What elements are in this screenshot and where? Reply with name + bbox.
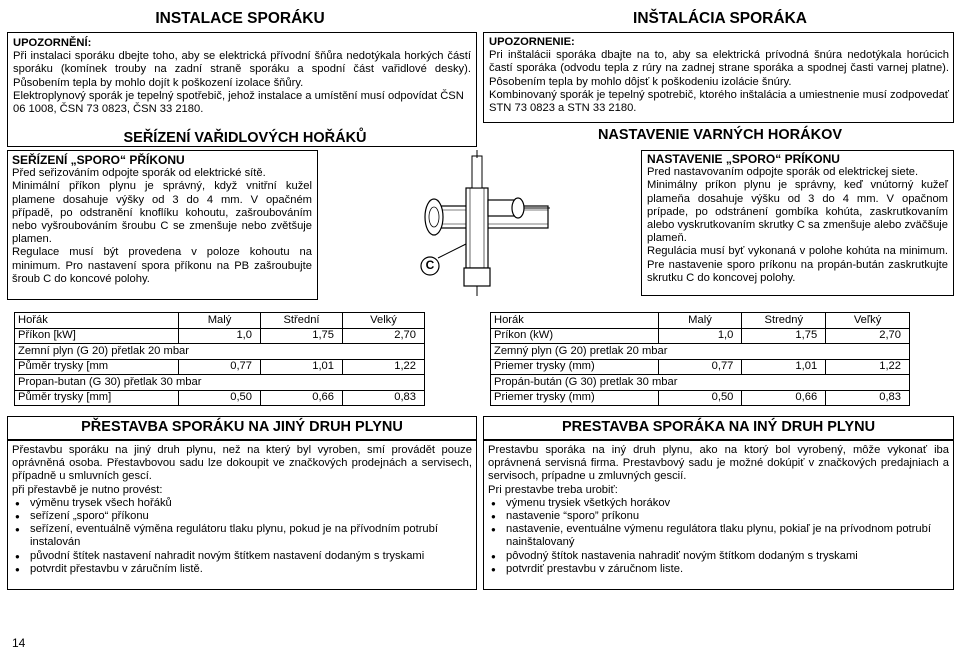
table-cell: Stredný [742, 313, 826, 329]
cz-spore-line-2: Minimální příkon plynu je správný, když vnitřní kužel plamene dosahuje výšky od 3 do 4 mm. V opačném případě, po odstranění knoflíku kohoutu, zašroubováním nebo vyšroubováním šroubu C se zmenšuje nebo zvětšuje plamen. [12, 180, 312, 246]
table-row [15, 390, 425, 406]
list-item: ● původní štítek nastavení nahradit novým štítkem nastavení dodaným s tryskami [30, 550, 472, 563]
sk-spore-line-3: Regulácia musí byť vykonaná v polohe kohúta na minimum. Pre nastavenie sporo príkonu na propán-bután zaskrutkujte skrutku C do koncovej polohy. [647, 245, 948, 284]
table-cell: Zemní plyn (G 20) přetlak 20 mbar [15, 344, 425, 360]
table-cell: Veľký [826, 313, 910, 329]
list-item: ● nastavenie “sporo” príkonu [506, 510, 949, 523]
table-cell: 0,77 [658, 359, 742, 375]
sk-warning-p1: Pri inštalácii sporáka dbajte na to, aby sa elektrická prívodná šnúra nedotýkala horúcich častí sporáka (odvodu tepla z rúry na zadnej strane sporáka a spodnej časti varnej platne). Pôsobením tepla by mohlo dôjsť k poškodeniu izolácie šnúry. [489, 49, 949, 88]
list-item: ● výmenu trysiek všetkých horákov [506, 497, 949, 510]
sk-spore-text [647, 153, 948, 285]
cz-spore-text [12, 154, 312, 286]
cz-warning-p2: Elektroplynový sporák je tepelný spotřebič, jehož instalace a umístění musí odpovídat ČSN 06 1008, ČSN 73 0823, ČSN 33 2180. [13, 89, 464, 116]
table-cell: 1,01 [261, 359, 343, 375]
table-row [15, 375, 425, 391]
cz-conversion-p1: Přestavbu sporáku na jiný druh plynu, než na který byl vyroben, smí provádět pouze oprávněná osoba. Přestavbovou sadu lze dokoupit ve značkových prodejnách a servisech, případně u smluvních gescí. [12, 444, 472, 483]
cz-title: INSTALACE SPORÁKU [155, 10, 325, 27]
table-cell: 1,22 [826, 359, 910, 375]
table-cell: Půměr trysky [mm [15, 359, 179, 375]
table-row [491, 313, 910, 329]
table-row [491, 359, 910, 375]
table-cell: 2,70 [343, 328, 425, 344]
sk-spore-line-1: Pred nastavovaním odpojte sporák od elektrickej siete. [647, 166, 919, 179]
sk-spec-table [490, 312, 910, 406]
table-cell: 1,75 [261, 328, 343, 344]
list-item: ● výměnu trysek všech hořáků [30, 497, 472, 510]
sk-title: INŠTALÁCIA SPORÁKA [633, 10, 807, 27]
cz-spore-heading: SEŘÍZENÍ „SPORO“ PŘÍKONU [12, 153, 185, 167]
list-item: ● pôvodný štítok nastavenia nahradiť novým štítkom dodaným s tryskami [506, 550, 949, 563]
list-item: ● potvrdit přestavbu v záručním listě. [30, 563, 472, 576]
list-item: ● nastavenie, eventuálne výmenu regulátora tlaku plynu, pokiaľ je na prívodnom potrubí nainštalovaný [506, 523, 949, 549]
table-cell: Priemer trysky (mm) [491, 390, 659, 406]
table-row [491, 344, 910, 360]
table-cell: 1,0 [658, 328, 742, 344]
sk-burners-heading: NASTAVENIE VARNÝCH HORÁKOV [597, 127, 843, 143]
table-cell: 0,66 [742, 390, 826, 406]
list-item: ● seřízení „sporo“ příkonu [30, 510, 472, 523]
sk-warning-text [489, 36, 949, 115]
cz-conversion-list [12, 497, 472, 576]
table-row [491, 328, 910, 344]
table-cell: Příkon [kW] [15, 328, 179, 344]
table-cell: 0,66 [261, 390, 343, 406]
sk-conversion-list [488, 497, 949, 576]
cz-warning-p1: Při instalaci sporáku dbejte toho, aby se elektrická přívodní šňůra nedotýkala horkých částí sporáku (komínek trouby na zadní straně sporáku a spodní část vařidlové desky). Působením tepla by mohlo dojít k poškození izolace šňůry. [13, 50, 471, 89]
table-cell: Zemný plyn (G 20) pretlak 20 mbar [491, 344, 910, 360]
cz-conversion-heading: PŘESTAVBA SPORÁKU NA JINÝ DRUH PLYNU [81, 419, 403, 435]
table-row [491, 390, 910, 406]
table-cell: Propan-butan (G 30) přetlak 30 mbar [15, 375, 425, 391]
sk-spore-heading: NASTAVENIE „SPORO“ PRÍKONU [647, 152, 840, 166]
table-row [15, 328, 425, 344]
table-cell: Půměr trysky [mm] [15, 390, 179, 406]
burner-valve-figure [400, 148, 560, 298]
table-cell: Propán-bután (G 30) pretlak 30 mbar [491, 375, 910, 391]
cz-spore-line-1: Před seřizováním odpojte sporák od elektrické sítě. [12, 167, 266, 180]
cz-burners-heading: SEŘÍZENÍ VAŘIDLOVÝCH HOŘÁKŮ [123, 130, 367, 146]
cz-warning-heading: UPOZORNĚNÍ: [13, 37, 92, 49]
cz-warning-text [13, 37, 471, 116]
table-row [15, 344, 425, 360]
table-cell: Hořák [15, 313, 179, 329]
sk-conversion-text [488, 444, 949, 576]
table-cell: Malý [179, 313, 261, 329]
cz-spore-line-3: Regulace musí být provedena v poloze kohoutu na minimum. Pro nastavení spora příkonu na PB zašroubujte šroub C do koncové polohy. [12, 246, 312, 285]
table-cell: 1,0 [179, 328, 261, 344]
table-cell: Střední [261, 313, 343, 329]
sk-warning-p2: Kombinovaný sporák je tepelný spotrebič, ktorého inštalácia a umiestnenie musí zodpovedať STN 73 0823 a STN 33 2180. [489, 88, 949, 115]
table-row [15, 313, 425, 329]
sk-warning-heading: UPOZORNENIE: [489, 36, 575, 48]
table-cell: Priemer trysky (mm) [491, 359, 659, 375]
table-cell: Príkon (kW) [491, 328, 659, 344]
table-cell: 2,70 [826, 328, 910, 344]
table-cell: Malý [658, 313, 742, 329]
sk-spore-line-2: Minimálny príkon plynu je správny, keď vnútorný kužeľ plameňa dosahuje výšku od 3 do 4 mm. V opačnom prípade, po odstránení gombíka kohúta, zaskrutkovaním alebo vyskrutkovaním skrutky C sa zmenšuje alebo zväčšuje plameň. [647, 179, 948, 245]
table-cell: 1,01 [742, 359, 826, 375]
sk-conversion-p1: Prestavbu sporáka na iný druh plynu, ako na ktorý bol vyrobený, môže vykonať iba oprávnená servisná firma. Prestavbový sadu je možné dokúpiť v značkových predajniach a servisoch, prípadne u zmluvných gescií. [488, 444, 949, 483]
cz-conversion-p2: při přestavbě je nutno provést: [12, 483, 163, 496]
table-cell: Velký [343, 313, 425, 329]
table-cell: 0,77 [179, 359, 261, 375]
list-item: ● potvrdiť prestavbu v záručnom liste. [506, 563, 949, 576]
sk-conversion-heading: PRESTAVBA SPORÁKA NA INÝ DRUH PLYNU [561, 419, 876, 435]
table-cell: 1,22 [343, 359, 425, 375]
table-cell: 0,83 [826, 390, 910, 406]
page-number: 14 [12, 636, 26, 650]
sk-conversion-p2: Pri prestavbe treba urobiť: [488, 483, 618, 496]
table-cell: 0,50 [658, 390, 742, 406]
figure-label-c: C [425, 258, 435, 272]
table-cell: 0,83 [343, 390, 425, 406]
table-cell: 1,75 [742, 328, 826, 344]
table-row [491, 375, 910, 391]
cz-spec-table [14, 312, 425, 406]
table-cell: 0,50 [179, 390, 261, 406]
cz-conversion-text [12, 444, 472, 576]
table-cell: Horák [491, 313, 659, 329]
table-row [15, 359, 425, 375]
list-item: ● seřízení, eventuálně výměna regulátoru tlaku plynu, pokud je na přívodním potrubí instalován [30, 523, 472, 549]
